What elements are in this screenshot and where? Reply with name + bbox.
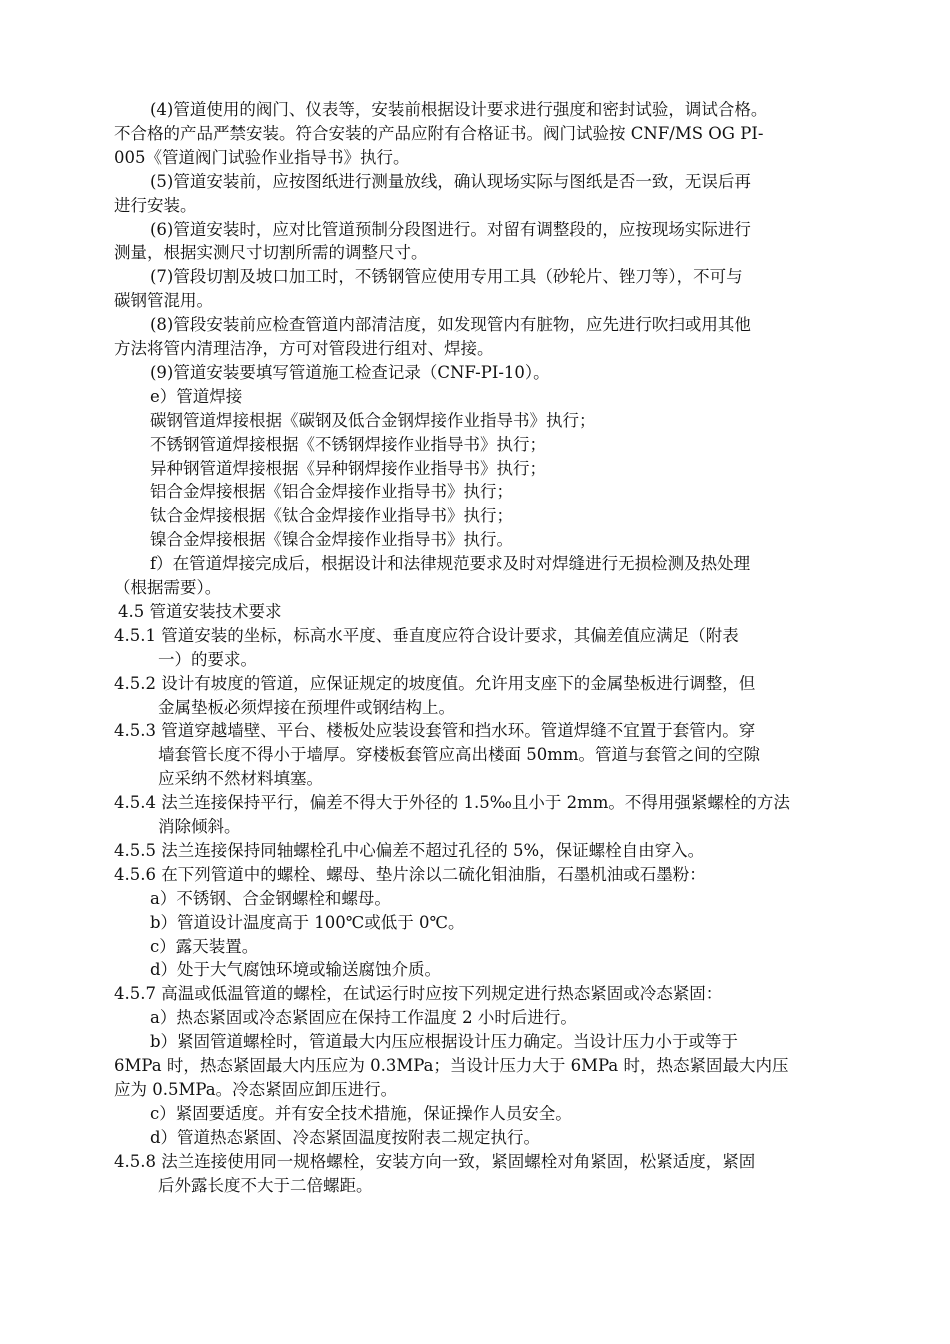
text-line: d）处于大气腐蚀环境或输送腐蚀介质。	[150, 960, 442, 980]
text-line: 005《管道阀门试验作业指导书》执行。	[114, 147, 410, 167]
text-line: (7)管段切割及坡口加工时，不锈钢管应使用专用工具（砂轮片、锉刀等），不可与	[150, 267, 743, 287]
text-line: 4.5.1 管道安装的坐标，标高水平度、垂直度应符合设计要求，其偏差值应满足（附表	[114, 625, 739, 645]
text-line: (8)管段安装前应检查管道内部清洁度，如发现管内有脏物，应先进行吹扫或用其他	[150, 315, 751, 335]
text-line: （根据需要）。	[114, 578, 222, 597]
text-line: 不锈钢管道焊接根据《不锈钢焊接作业指导书》执行；	[150, 434, 546, 454]
text-line: b）管道设计温度高于 100℃或低于 0℃。	[150, 912, 465, 932]
text-line: 4.5.5 法兰连接保持同轴螺栓孔中心偏差不超过孔径的 5%，保证螺栓自由穿入。	[114, 840, 705, 860]
text-line: (4)管道使用的阀门、仪表等，安装前根据设计要求进行强度和密封试验，调试合格。	[150, 100, 768, 119]
text-line: 镍合金焊接根据《镍合金焊接作业指导书》执行。	[150, 530, 513, 550]
text-line: a）热态紧固或冷态紧固应在保持工作温度 2 小时后进行。	[150, 1008, 577, 1028]
text-line: 异种钢管道焊接根据《异种钢焊接作业指导书》执行；	[150, 458, 546, 478]
text-line: 碳钢管混用。	[114, 291, 213, 311]
text-line: 应采纳不然材料填塞。	[158, 769, 323, 789]
text-line: (5)管道安装前，应按图纸进行测量放线，确认现场实际与图纸是否一致，无误后再	[150, 171, 751, 191]
text-line: 钛合金焊接根据《钛合金焊接作业指导书》执行；	[150, 506, 513, 526]
text-line: 4.5.7 高温或低温管道的螺栓，在试运行时应按下列规定进行热态紧固或冷态紧固：	[114, 984, 723, 1004]
text-line: 一）的要求。	[158, 649, 257, 669]
text-line: d）管道热态紧固、冷态紧固温度按附表二规定执行。	[150, 1127, 541, 1147]
text-line: 4.5.3 管道穿越墙壁、平台、楼板处应装设套管和挡水环。管道焊缝不宜置于套管内。穿	[114, 721, 756, 741]
text-line: 消除倾斜。	[158, 817, 241, 836]
text-line: 铝合金焊接根据《铝合金焊接作业指导书》执行；	[150, 482, 513, 502]
text-line: 应为 0.5MPa。冷态紧固应卸压进行。	[114, 1079, 398, 1099]
text-line: 6MPa 时，热态紧固最大内压应为 0.3MPa；当设计压力大于 6MPa 时，热态紧固最大内压	[114, 1056, 789, 1075]
text-line: 碳钢管道焊接根据《碳钢及低合金钢焊接作业指导书》执行；	[150, 410, 596, 430]
text-line: 不合格的产品严禁安装。符合安装的产品应附有合格证书。阀门试验按 CNF/MS OG PI-	[114, 123, 764, 143]
text-line: 4.5.2 设计有坡度的管道，应保证规定的坡度值。允许用支座下的金属垫板进行调整，但	[114, 673, 756, 693]
text-line: (6)管道安装时，应对比管道预制分段图进行。对留有调整段的，应按现场实际进行	[150, 219, 751, 239]
text-line: 后外露长度不大于二倍螺距。	[158, 1175, 373, 1195]
text-line: a）不锈钢、合金钢螺栓和螺母。	[150, 888, 391, 908]
text-line: 4.5.8 法兰连接使用同一规格螺栓，安装方向一致，紧固螺栓对角紧固，松紧适度，紧固	[114, 1151, 756, 1171]
text-line: 进行安装。	[114, 195, 197, 215]
text-line: 方法将管内清理洁净，方可对管段进行组对、焊接。	[114, 339, 494, 358]
text-line: 4.5.4 法兰连接保持平行，偏差不得大于外径的 1.5‰且小于 2mm。不得用强紧螺栓的方法	[114, 793, 790, 813]
text-line: f）在管道焊接完成后，根据设计和法律规范要求及时对焊缝进行无损检测及热处理	[150, 554, 751, 574]
text-line: c）紧固要适度。并有安全技术措施，保证操作人员安全。	[150, 1103, 572, 1123]
text-line: 测量，根据实测尺寸切割所需的调整尺寸。	[114, 243, 428, 263]
text-line: 4.5 管道安装技术要求	[118, 601, 282, 621]
text-line: b）紧固管道螺栓时，管道最大内压应根据设计压力确定。当设计压力小于或等于	[150, 1032, 739, 1052]
text-line: 4.5.6 在下列管道中的螺栓、螺母、垫片涂以二硫化钼油脂，石墨机油或石墨粉：	[114, 864, 706, 884]
text-line: c）露天装置。	[150, 936, 259, 956]
text-line: (9)管道安装要填写管道施工检查记录（CNF-PI-10）。	[150, 362, 550, 382]
text-line: 金属垫板必须焊接在预埋件或钢结构上。	[158, 697, 455, 717]
text-line: 墙套管长度不得小于墙厚。穿楼板套管应高出楼面 50mm。管道与套管之间的空隙	[158, 745, 761, 765]
text-line: e）管道焊接	[150, 386, 243, 406]
